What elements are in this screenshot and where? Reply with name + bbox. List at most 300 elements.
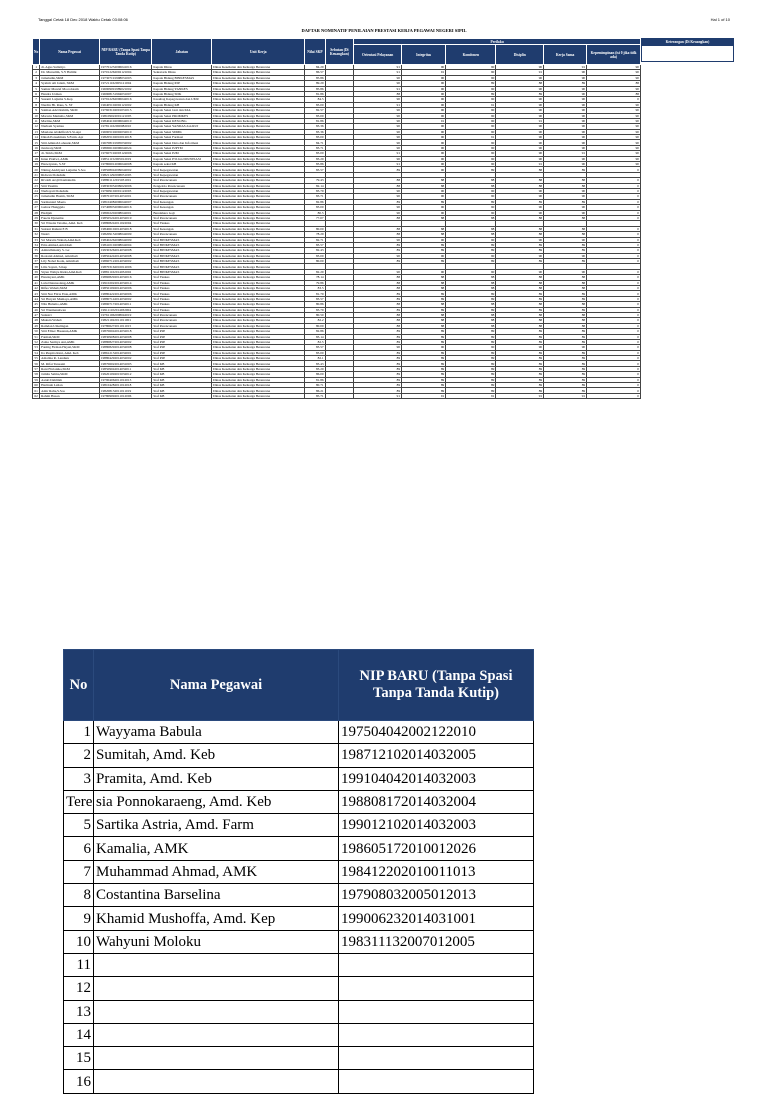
row-nama: Amirulhinanty S. Gz — [40, 248, 100, 253]
row-unit: Dinas Kesehatan dan Keluarga Berencana — [212, 280, 305, 285]
row-disiplin: 88 — [496, 318, 544, 323]
zoom-row-nip: 197908032005012013 — [339, 884, 534, 907]
row-no: 36 — [34, 253, 38, 258]
zoom-row-nip: 199006232014031001 — [339, 907, 534, 930]
row-orientasi: 89 — [354, 372, 402, 377]
row-kepemimpinan: 0 — [587, 269, 641, 274]
row-disiplin: 88 — [496, 286, 544, 291]
row-no: 61 — [34, 388, 38, 393]
row-komitmen: 90 — [446, 188, 496, 193]
row-orientasi: 90 — [354, 124, 402, 129]
row-kerja-sama: 90 — [544, 156, 587, 161]
row-nama: Marwin Mamalio,SKM — [40, 113, 100, 118]
row-kepemimpinan: 0 — [587, 350, 641, 355]
row-nilai-skp: 83.00 — [305, 102, 325, 107]
row-nip: 198303052009022006 — [99, 183, 152, 188]
row-komitmen: 90 — [446, 205, 496, 210]
zoom-row-no: Tere — [64, 790, 94, 813]
row-integritas: 89 — [402, 329, 446, 334]
row-disiplin: 89 — [496, 356, 544, 361]
row-nama: Maulana Abdulfirah S.St.Apt — [40, 129, 100, 134]
row-jabatan: Staf P2P — [152, 356, 212, 361]
row-integritas: 90 — [402, 102, 446, 107]
row-nip: 198109022001121005 — [99, 113, 152, 118]
row-kepemimpinan: 90 — [587, 156, 641, 161]
row-nilai-skp: 82.29 — [305, 269, 325, 274]
zoom-row-nama: Kamalia, AMK — [94, 837, 339, 860]
row-nama: Juniwaty,SKM — [40, 145, 100, 150]
row-no: 16 — [34, 145, 38, 150]
zoom-col-no-header: No — [64, 650, 94, 721]
row-no: 19 — [34, 162, 38, 167]
col-kerjasama-header: Kerja Sama — [544, 45, 587, 65]
row-unit: Dinas Kesehatan dan Keluarga Berencana — [212, 188, 305, 193]
zoom-row-nip — [339, 1023, 534, 1046]
row-orientasi: 88 — [354, 286, 402, 291]
row-integritas: 90 — [402, 253, 446, 258]
row-kepemimpinan: 0 — [587, 188, 641, 193]
row-no: 12 — [34, 124, 38, 129]
row-kerja-sama: 91 — [544, 65, 587, 70]
row-kerja-sama: 90 — [544, 237, 587, 242]
row-no: 45 — [34, 302, 38, 307]
row-integritas: 89 — [402, 350, 446, 355]
row-kepemimpinan: 90 — [587, 135, 641, 140]
row-unit: Dinas Kesehatan dan Keluarga Berencana — [212, 302, 305, 307]
row-jabatan: Staf Perencanaan — [152, 312, 212, 317]
row-disiplin: 90 — [496, 210, 544, 215]
row-nip: 198006102006042024 — [99, 145, 152, 150]
zoom-row-nama: sia Ponnokaraeng, Amd. Keb — [94, 790, 339, 813]
row-nip: 199102022014032014 — [99, 280, 152, 285]
row-disiplin: 90 — [496, 140, 544, 145]
row-komitmen: 90 — [446, 113, 496, 118]
row-integritas: 89 — [402, 307, 446, 312]
row-no: 38 — [34, 264, 38, 269]
row-no: 46 — [34, 307, 38, 312]
zoom-row-nama: Khamid Mushoffa, Amd. Kep — [94, 907, 339, 930]
row-no: 34 — [34, 242, 38, 247]
row-integritas: 90 — [402, 194, 446, 199]
row-nama: Sri Wiastia Tatama, Amd. Keb — [40, 221, 100, 226]
table-row — [33, 393, 641, 398]
row-unit: Dinas Kesehatan dan Keluarga Berencana — [212, 253, 305, 258]
row-disiplin: 88 — [496, 167, 544, 172]
row-komitmen: 88 — [446, 312, 496, 317]
row-nilai-skp: 81.86 — [305, 91, 325, 96]
row-orientasi: 88 — [354, 215, 402, 220]
row-komitmen: 90 — [446, 97, 496, 102]
row-orientasi: 90 — [354, 135, 402, 140]
row-nip: 197408032006042016 — [99, 205, 152, 210]
row-unit: Dinas Kesehatan dan Keluarga Berencana — [212, 91, 305, 96]
row-unit: Dinas Kesehatan dan Keluarga Berencana — [212, 323, 305, 328]
row-kerja-sama: 88 — [544, 302, 587, 307]
row-nilai-skp: 81.86 — [305, 118, 325, 123]
row-unit: Dinas Kesehatan dan Keluarga Berencana — [212, 194, 305, 199]
row-nama: Syahrir Ali Jalam, SKM — [40, 81, 100, 86]
row-nip: 197912262006042016 — [99, 97, 152, 102]
row-integritas: 89 — [402, 372, 446, 377]
row-jabatan: Pengelola Perencanaan — [152, 183, 212, 188]
row-no: 53 — [34, 345, 38, 350]
row-no: 29 — [34, 216, 38, 221]
row-no: 21 — [34, 172, 38, 177]
row-unit: Dinas Kesehatan dan Keluarga Berencana — [212, 75, 305, 80]
row-nilai-skp: 85.86 — [305, 86, 325, 91]
row-unit: Dinas Kesehatan dan Keluarga Berencana — [212, 237, 305, 242]
row-jabatan: Staf Yankes — [152, 275, 212, 280]
row-no: 37 — [34, 259, 38, 264]
zoom-table-row — [64, 721, 534, 744]
row-kerja-sama: 90 — [544, 253, 587, 258]
keterangan-column — [641, 38, 734, 62]
row-orientasi: 88 — [354, 323, 402, 328]
row-kepemimpinan: 0 — [587, 248, 641, 253]
row-unit: Dinas Kesehatan dan Keluarga Berencana — [212, 118, 305, 123]
row-jabatan: Staf Keuangan — [152, 205, 212, 210]
row-nilai-skp: 83.36 — [305, 129, 325, 134]
row-disiplin: 89 — [496, 334, 544, 339]
row-nip: 198002202008042001 — [99, 210, 152, 215]
nominatif-table-body — [33, 65, 641, 399]
row-nip: 198706042014032018 — [99, 329, 152, 334]
row-disiplin: 89 — [496, 259, 544, 264]
row-kerja-sama: 90 — [544, 118, 587, 123]
row-kepemimpinan: 0 — [587, 199, 641, 204]
row-jabatan: Kepala seksi KB — [152, 162, 212, 167]
row-kepemimpinan: 90 — [587, 124, 641, 129]
row-no: 8 — [33, 102, 40, 107]
row-unit: Dinas Kesehatan dan Keluarga Berencana — [212, 264, 305, 269]
row-disiplin: 88 — [496, 323, 544, 328]
row-nama: Lilis Sayuti, S.Kep — [40, 264, 100, 269]
row-nip: 198402262008042009 — [99, 237, 152, 242]
row-komitmen: 89 — [446, 356, 496, 361]
row-orientasi: 91 — [354, 70, 402, 75]
row-nama: Fauzia Djanamu — [40, 215, 100, 220]
row-nip: 196905192002032010 — [99, 129, 152, 134]
row-integritas: 89 — [402, 339, 446, 344]
col-sebutan-header: Sebutan (Di Keuangkan) — [325, 39, 354, 65]
row-nama: Rostanti Ahmad, Amd.Keb — [40, 253, 100, 258]
row-unit: Dinas Kesehatan dan Keluarga Berencana — [212, 183, 305, 188]
row-no: 35 — [34, 248, 38, 253]
row-disiplin: 89 — [496, 329, 544, 334]
row-no: 7 — [33, 97, 40, 102]
row-unit: Dinas Kesehatan dan Keluarga Berencana — [212, 145, 305, 150]
row-orientasi: 90 — [354, 210, 402, 215]
row-nip: 198208132011011019 — [99, 388, 152, 393]
row-unit: Dinas Kesehatan dan Keluarga Berencana — [212, 172, 305, 177]
row-kerja-sama: 88 — [544, 178, 587, 183]
row-nilai-skp: 86.57 — [305, 70, 325, 75]
row-nama: Sitti Nur Fitria Ente,AMK — [40, 291, 100, 296]
row-jabatan: Staf BINKESMAS — [152, 242, 212, 247]
zoom-table-row — [64, 1070, 534, 1093]
row-kerja-sama: 89 — [544, 356, 587, 361]
row-kepemimpinan: 90 — [587, 108, 641, 113]
zoom-table-row — [64, 1000, 534, 1023]
row-no: 22 — [34, 178, 38, 183]
row-no: 43 — [34, 291, 38, 296]
row-nilai-skp: 82.2 — [305, 318, 325, 323]
zoom-row-no: 15 — [64, 1047, 94, 1070]
zoom-row-no: 9 — [64, 907, 94, 930]
row-disiplin: 88 — [496, 280, 544, 285]
row-disiplin: 89 — [496, 361, 544, 366]
row-unit: Dinas Kesehatan dan Keluarga Berencana — [212, 199, 305, 204]
row-no: 14 — [34, 135, 38, 140]
row-unit: Dinas Kesehatan dan Keluarga Berencana — [212, 350, 305, 355]
row-integritas: 89 — [402, 361, 446, 366]
row-nama: Zaina Sarmya Ani,AMK — [40, 339, 100, 344]
row-komitmen: 89 — [446, 388, 496, 393]
row-nip: 198706022014031003 — [99, 361, 152, 366]
row-nip: 198406102014032018 — [99, 226, 152, 231]
row-orientasi: 88 — [354, 226, 402, 231]
row-integritas: 89 — [402, 366, 446, 371]
row-kerja-sama: 89 — [544, 372, 587, 377]
row-unit: Dinas Kesehatan dan Keluarga Berencana — [212, 226, 305, 231]
col-no-header: No — [33, 39, 40, 65]
row-unit: Dinas Kesehatan dan Keluarga Berencana — [212, 124, 305, 129]
row-orientasi: 91 — [354, 151, 402, 156]
row-kerja-sama: 89 — [544, 366, 587, 371]
row-nama: Dr. Mursalim, S.Y Halimi — [40, 70, 100, 75]
row-no: 26 — [34, 199, 38, 204]
row-orientasi: 90 — [354, 253, 402, 258]
row-jabatan: Kepala Seksi Farmasi — [152, 135, 212, 140]
row-kepemimpinan: 0 — [587, 383, 641, 388]
row-orientasi: 89 — [354, 339, 402, 344]
row-no: 28 — [34, 210, 38, 215]
row-orientasi: 90 — [354, 118, 402, 123]
row-integritas: 88 — [402, 302, 446, 307]
row-unit: Dinas Kesehatan dan Keluarga Berencana — [212, 372, 305, 377]
row-komitmen: 90 — [446, 156, 496, 161]
row-kepemimpinan: 0 — [587, 302, 641, 307]
row-jabatan: Staf KB — [152, 388, 212, 393]
row-jabatan: Kepala Bidang BINKESMAS — [152, 75, 212, 80]
row-nama: Hartinah Lalian — [40, 383, 100, 388]
row-komitmen: 91 — [446, 135, 496, 140]
row-kerja-sama: 89 — [544, 307, 587, 312]
zoom-table-row — [64, 744, 534, 767]
row-kerja-sama: 89 — [544, 377, 587, 382]
row-disiplin: 89 — [496, 91, 544, 96]
row-kepemimpinan: 0 — [587, 194, 641, 199]
row-jabatan: Staf P2P — [152, 350, 212, 355]
row-nip: 198205102010012018 — [99, 135, 152, 140]
row-jabatan: Staf Yankes — [152, 307, 212, 312]
row-nilai-skp: 83.00 — [305, 151, 325, 156]
row-nip: 198811162014032002 — [99, 269, 152, 274]
row-komitmen: 88 — [446, 286, 496, 291]
row-kerja-sama: 89 — [544, 296, 587, 301]
row-no: 32 — [34, 232, 38, 237]
row-kepemimpinan: 90 — [587, 65, 641, 70]
row-kepemimpinan: 0 — [587, 312, 641, 317]
row-unit: Dinas Kesehatan dan Keluarga Berencana — [212, 221, 305, 226]
zoom-row-nama — [94, 1070, 339, 1093]
row-kerja-sama: 89 — [544, 388, 587, 393]
row-orientasi: 89 — [354, 388, 402, 393]
row-nilai-skp: 82.1 — [305, 356, 325, 361]
row-jabatan: Staf Perencanaan — [152, 194, 212, 199]
row-nip: 197904062011012013 — [99, 377, 152, 382]
row-jabatan: Kepala Bidang P2P — [152, 81, 212, 86]
zoom-row-no: 11 — [64, 953, 94, 976]
row-integritas: 91 — [402, 118, 446, 123]
row-komitmen: 89 — [446, 259, 496, 264]
row-nip: 197701232006041016 — [99, 65, 152, 70]
row-komitmen: 88 — [446, 178, 496, 183]
row-kepemimpinan: 0 — [587, 296, 641, 301]
row-kepemimpinan: 0 — [587, 237, 641, 242]
row-nilai-skp: 82.14 — [305, 183, 325, 188]
row-kepemimpinan: 0 — [587, 183, 641, 188]
row-integritas: 88 — [402, 232, 446, 237]
row-orientasi: 89 — [354, 377, 402, 382]
zoom-row-nip — [339, 953, 534, 976]
row-kerja-sama: 90 — [544, 188, 587, 193]
row-nama: Rani Fitrianika,SKM — [40, 366, 100, 371]
row-nama: Sri Marsita Wahab,Amd.Keb — [40, 237, 100, 242]
row-nama: Fatmig Firman Hayati,SKM — [40, 345, 100, 350]
row-kerja-sama: 90 — [544, 194, 587, 199]
row-kerja-sama: 88 — [544, 323, 587, 328]
row-disiplin: 90 — [496, 194, 544, 199]
row-unit: Dinas Kesehatan dan Keluarga Berencana — [212, 388, 305, 393]
row-disiplin: 90 — [496, 65, 544, 70]
document-title: DAFTAR NOMINATIF PENILAIAN PRESTASI KERJA PEGAWAI NEGERI SIPIL — [301, 28, 467, 33]
row-unit: Dinas Kesehatan dan Keluarga Berencana — [212, 356, 305, 361]
row-kepemimpinan: 90 — [587, 75, 641, 80]
row-nip: 198209152008042009 — [99, 232, 152, 237]
row-jabatan: Kepala Bidang KB — [152, 102, 212, 107]
row-kepemimpinan: 0 — [587, 329, 641, 334]
row-jabatan: Bendahara Gaji — [152, 210, 212, 215]
row-nilai-skp: 84.5 — [305, 97, 325, 102]
row-nilai-skp: 86.21 — [305, 388, 325, 393]
row-komitmen: 91 — [446, 102, 496, 107]
row-kepemimpinan: 90 — [587, 86, 641, 91]
zoom-row-nip — [339, 977, 534, 1000]
row-jabatan: Staf KB — [152, 393, 212, 398]
row-nama: Rifka Wahab,SKM — [40, 286, 100, 291]
row-no: 24 — [34, 189, 38, 194]
row-kepemimpinan: 90 — [587, 102, 641, 107]
row-disiplin: 88 — [496, 183, 544, 188]
row-disiplin: 91 — [496, 162, 544, 167]
row-disiplin: 90 — [496, 188, 544, 193]
row-disiplin: 89 — [496, 307, 544, 312]
row-unit: Dinas Kesehatan dan Keluarga Berencana — [212, 361, 305, 366]
row-jabatan: Kepala Seksi PROMKES — [152, 113, 212, 118]
row-kepemimpinan: 0 — [587, 232, 641, 237]
row-orientasi: 91 — [354, 65, 402, 70]
row-nip: 197609102001122003 — [99, 188, 152, 193]
row-integritas: 90 — [402, 162, 446, 167]
row-kerja-sama: 90 — [544, 210, 587, 215]
zoom-row-nama: Sumitah, Amd. Keb — [94, 744, 339, 767]
zoom-table-row — [64, 767, 534, 790]
row-komitmen: 89 — [446, 167, 496, 172]
row-kepemimpinan: 0 — [587, 242, 641, 247]
row-unit: Dinas Kesehatan dan Keluarga Berencana — [212, 113, 305, 118]
zoom-table-row — [64, 977, 534, 1000]
row-unit: Dinas Kesehatan dan Keluarga Berencana — [212, 178, 305, 183]
row-nama: Intan Pratiwi, AMK — [40, 156, 100, 161]
row-disiplin: 90 — [496, 156, 544, 161]
row-integritas: 90 — [402, 345, 446, 350]
row-integritas: 90 — [402, 156, 446, 161]
row-nilai-skp: 80.00 — [305, 323, 325, 328]
row-disiplin: 90 — [496, 102, 544, 107]
row-kerja-sama: 90 — [544, 145, 587, 150]
zoom-table-row — [64, 1047, 534, 1070]
row-nama: Sitti Yasmin — [40, 183, 100, 188]
keterangan-header: Keterangan (Di Keuangkan) — [642, 39, 733, 46]
zoom-row-nama — [94, 1047, 339, 1070]
row-no: 39 — [34, 269, 38, 274]
row-nip: 198701072014031001 — [99, 194, 152, 199]
row-orientasi: 89 — [354, 361, 402, 366]
row-integritas: 89 — [402, 291, 446, 296]
row-kepemimpinan: 0 — [587, 339, 641, 344]
row-nip: 198211292008031005 — [99, 172, 152, 177]
row-nama: Samsir Marzuf Mocodotam — [40, 86, 100, 91]
row-nilai-skp: 85.86 — [305, 75, 325, 80]
row-jabatan: Kepala Bidang SDK — [152, 91, 212, 96]
row-disiplin: 90 — [496, 145, 544, 150]
row-kepemimpinan: 0 — [587, 377, 641, 382]
row-nip: 198404102006042010 — [99, 118, 152, 123]
row-nama: Rahmi Hasan — [40, 393, 100, 398]
row-nip: 197603102001031015 — [99, 108, 152, 113]
row-komitmen: 89 — [446, 81, 496, 86]
row-disiplin: 90 — [496, 124, 544, 129]
row-disiplin: 90 — [496, 129, 544, 134]
row-unit: Dinas Kesehatan dan Keluarga Berencana — [212, 248, 305, 253]
row-nama: Sulastri — [40, 312, 100, 317]
row-disiplin: 90 — [496, 113, 544, 118]
row-nip: 198801112015031001 — [99, 178, 152, 183]
row-komitmen: 89 — [446, 383, 496, 388]
row-no: 10 — [34, 113, 38, 118]
row-integritas: 88 — [402, 178, 446, 183]
row-kerja-sama: 89 — [544, 329, 587, 334]
row-nilai-skp: 80.86 — [305, 302, 325, 307]
row-integritas: 88 — [402, 286, 446, 291]
zoom-row-nama: Sartika Astria, Amd. Farm — [94, 814, 339, 837]
row-orientasi: 90 — [354, 205, 402, 210]
row-kepemimpinan: 0 — [587, 291, 641, 296]
row-kerja-sama: 89 — [544, 199, 587, 204]
row-integritas: 90 — [402, 81, 446, 86]
row-integritas: 88 — [402, 318, 446, 323]
row-no: 17 — [34, 151, 38, 156]
row-kerja-sama: 90 — [544, 70, 587, 75]
row-integritas: 90 — [402, 210, 446, 215]
row-nip: 198509042014032011 — [99, 366, 152, 371]
row-nip: 197806272011011015 — [99, 323, 152, 328]
row-nip: 198504242014032008 — [99, 253, 152, 258]
col-orientasi-header: Orientasi Pelayanan — [354, 45, 402, 65]
row-orientasi: 88 — [354, 178, 402, 183]
col-unit-header: Unit Kerja — [212, 39, 305, 65]
